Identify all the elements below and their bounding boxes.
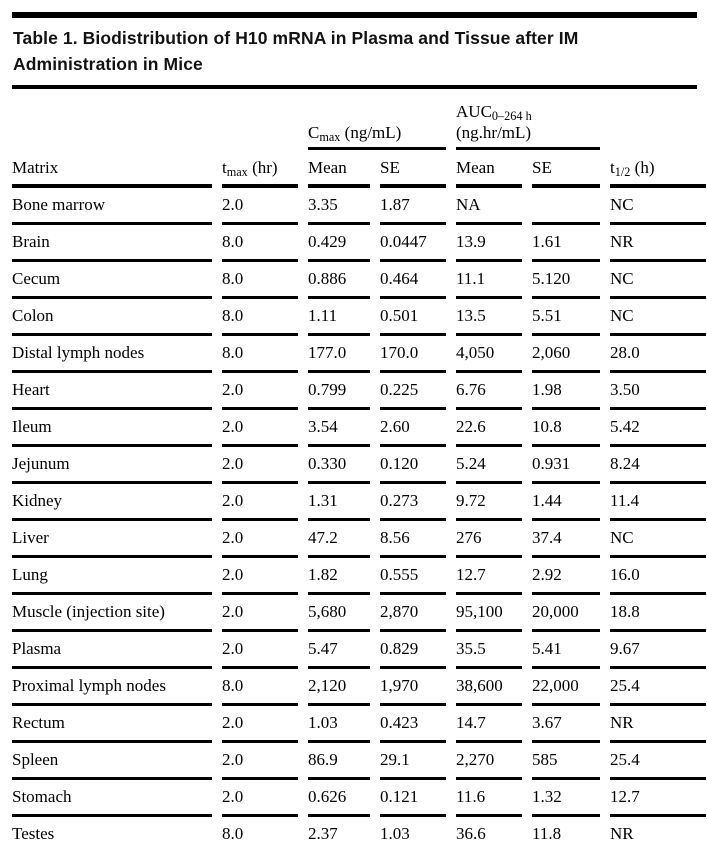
table-row [12, 632, 706, 669]
cell-cmax-mean: 177.0 [308, 336, 370, 373]
col-group-auc [456, 89, 600, 150]
group-header-row [12, 89, 706, 150]
col-header-tmax [222, 150, 298, 188]
cell-tmax-hr: 8.0 [222, 824, 244, 843]
col-header-thalf [610, 150, 706, 188]
cell-matrix: Plasma [12, 632, 212, 669]
cell-t-half: 9.67 [610, 632, 706, 669]
cell-t-half: NR [610, 225, 706, 262]
col-header-cmax-se: SE [380, 150, 446, 188]
cell-t-half: 12.7 [610, 780, 706, 817]
table-row [12, 373, 706, 410]
cell-tmax-hr: 8.0 [222, 225, 298, 262]
cell-t-half: 5.42 [610, 410, 706, 447]
cell-matrix: Proximal lymph nodes [12, 669, 212, 706]
cell-t-half: 16.0 [610, 558, 706, 595]
cell-cmax-mean: 0.330 [308, 447, 370, 484]
group-header-spacer-tmax [222, 89, 298, 150]
tmax-units: (hr) [247, 158, 278, 177]
auc-group-subscript: 0–264 h [491, 109, 532, 124]
cell-auc-mean: 36.6 [456, 824, 486, 843]
cell-cmax-se: 0.555 [380, 558, 446, 595]
cell-auc-mean: 9.72 [456, 484, 522, 521]
cell-auc-se: 1.44 [532, 484, 600, 521]
cell-matrix: Testes [12, 824, 55, 843]
cell-cmax-se: 0.829 [380, 632, 446, 669]
tmax-subscript: max [226, 165, 248, 180]
cell-cmax-mean: 1.82 [308, 558, 370, 595]
cmax-group-units: (ng/mL) [340, 123, 402, 142]
table-row [12, 595, 706, 632]
cell-tmax-hr: 2.0 [222, 780, 298, 817]
cell-auc-se [532, 188, 600, 225]
cell-auc-mean: 35.5 [456, 632, 522, 669]
cell-t-half: NC [610, 521, 706, 558]
cell-t-half: NR [610, 824, 634, 843]
table-row [12, 817, 706, 843]
cell-t-half: 8.24 [610, 447, 706, 484]
table-title-line1: Table 1. Biodistribution of H10 mRNA in Plasma and Tissue after IM [13, 28, 579, 48]
cell-auc-mean: 5.24 [456, 447, 522, 484]
cell-auc-mean: 2,270 [456, 743, 522, 780]
cell-matrix: Rectum [12, 706, 212, 743]
cell-auc-se: 1.98 [532, 373, 600, 410]
cell-t-half: NC [610, 188, 706, 225]
top-rule [12, 12, 697, 18]
cmax-group-subscript: max [319, 130, 341, 145]
table-row [12, 521, 706, 558]
cell-t-half: 11.4 [610, 484, 706, 521]
biodistribution-table [2, 89, 707, 843]
cell-matrix: Liver [12, 521, 212, 558]
cell-t-half: 3.50 [610, 373, 706, 410]
cell-cmax-se: 0.464 [380, 262, 446, 299]
cell-matrix: Lung [12, 558, 212, 595]
cell-auc-mean: 38,600 [456, 669, 522, 706]
cell-matrix: Muscle (injection site) [12, 595, 212, 632]
cell-matrix: Bone marrow [12, 188, 212, 225]
cell-cmax-mean: 3.35 [308, 188, 370, 225]
cell-matrix: Colon [12, 299, 212, 336]
cell-cmax-mean: 3.54 [308, 410, 370, 447]
cell-t-half: 28.0 [610, 336, 706, 373]
cell-auc-se: 10.8 [532, 410, 600, 447]
cell-cmax-mean: 5.47 [308, 632, 370, 669]
cell-tmax-hr: 8.0 [222, 299, 298, 336]
cell-cmax-mean: 47.2 [308, 521, 370, 558]
cell-auc-se: 585 [532, 743, 600, 780]
cell-auc-se: 37.4 [532, 521, 600, 558]
column-header-row [12, 150, 706, 188]
table-row [12, 225, 706, 262]
cell-cmax-se: 2,870 [380, 595, 446, 632]
cell-auc-mean: 13.9 [456, 225, 522, 262]
cell-t-half: NC [610, 299, 706, 336]
cell-auc-se: 5.120 [532, 262, 600, 299]
col-header-auc-se: SE [532, 150, 600, 188]
table-body [12, 188, 706, 843]
cell-cmax-se: 0.0447 [380, 225, 446, 262]
cell-cmax-mean: 0.626 [308, 780, 370, 817]
cell-tmax-hr: 2.0 [222, 595, 298, 632]
cell-cmax-se: 0.501 [380, 299, 446, 336]
cell-auc-mean: 4,050 [456, 336, 522, 373]
cell-tmax-hr: 2.0 [222, 521, 298, 558]
cell-cmax-se: 1.03 [380, 824, 410, 843]
cell-cmax-se: 0.423 [380, 706, 446, 743]
cell-matrix: Cecum [12, 262, 212, 299]
cell-cmax-mean: 0.429 [308, 225, 370, 262]
cell-auc-se: 1.32 [532, 780, 600, 817]
table-title-line2: Administration in Mice [13, 54, 203, 74]
cell-cmax-se: 2.60 [380, 410, 446, 447]
cell-auc-mean: 14.7 [456, 706, 522, 743]
col-group-cmax [308, 89, 446, 150]
group-header-spacer-thalf [610, 89, 706, 150]
cell-auc-se: 0.931 [532, 447, 600, 484]
cell-tmax-hr: 8.0 [222, 669, 298, 706]
cell-cmax-mean: 1.31 [308, 484, 370, 521]
cell-auc-se: 11.8 [532, 824, 562, 843]
cell-tmax-hr: 2.0 [222, 484, 298, 521]
table-row [12, 743, 706, 780]
table-row [12, 669, 706, 706]
cell-cmax-mean: 5,680 [308, 595, 370, 632]
table-title [13, 25, 697, 77]
cell-tmax-hr: 2.0 [222, 410, 298, 447]
cell-auc-mean: 22.6 [456, 410, 522, 447]
cell-cmax-mean: 1.11 [308, 299, 370, 336]
thalf-base: t [610, 158, 615, 177]
table-row [12, 447, 706, 484]
col-header-auc-mean: Mean [456, 150, 522, 188]
thalf-subscript: 1/2 [614, 165, 631, 180]
cell-cmax-se: 1,970 [380, 669, 446, 706]
table-row [12, 706, 706, 743]
tmax-base: t [222, 158, 227, 177]
cell-tmax-hr: 2.0 [222, 743, 298, 780]
auc-group-units: (ng.hr/mL) [456, 123, 532, 142]
cell-matrix: Spleen [12, 743, 212, 780]
cell-auc-se: 2,060 [532, 336, 600, 373]
cell-auc-mean: 95,100 [456, 595, 522, 632]
cell-cmax-mean: 2.37 [308, 824, 338, 843]
table-row [12, 299, 706, 336]
cell-tmax-hr: 2.0 [222, 373, 298, 410]
table-row [12, 188, 706, 225]
cell-cmax-mean: 86.9 [308, 743, 370, 780]
cell-matrix: Kidney [12, 484, 212, 521]
cell-cmax-mean: 2,120 [308, 669, 370, 706]
auc-group-line1 [456, 101, 600, 122]
cell-tmax-hr: 2.0 [222, 706, 298, 743]
cell-cmax-se: 8.56 [380, 521, 446, 558]
cell-t-half: NR [610, 706, 706, 743]
cell-auc-mean: 12.7 [456, 558, 522, 595]
cell-auc-mean: 11.6 [456, 780, 522, 817]
cell-cmax-se: 170.0 [380, 336, 446, 373]
cell-t-half: 18.8 [610, 595, 706, 632]
cell-auc-mean: NA [456, 188, 522, 225]
cell-cmax-mean: 1.03 [308, 706, 370, 743]
cell-t-half: 25.4 [610, 669, 706, 706]
cell-cmax-se: 0.225 [380, 373, 446, 410]
cell-matrix: Jejunum [12, 447, 212, 484]
cell-matrix: Ileum [12, 410, 212, 447]
auc-group-base: AUC [456, 102, 492, 121]
cell-matrix: Distal lymph nodes [12, 336, 212, 373]
cell-auc-se: 20,000 [532, 595, 600, 632]
cell-matrix: Heart [12, 373, 212, 410]
cell-t-half: 25.4 [610, 743, 706, 780]
cell-cmax-se: 1.87 [380, 188, 446, 225]
table-row [12, 484, 706, 521]
cmax-group-base: C [308, 123, 320, 142]
cell-auc-se: 5.51 [532, 299, 600, 336]
cell-auc-mean: 11.1 [456, 262, 522, 299]
cell-tmax-hr: 8.0 [222, 262, 298, 299]
table-row [12, 336, 706, 373]
cell-matrix: Brain [12, 225, 212, 262]
cell-matrix: Stomach [12, 780, 212, 817]
table-row [12, 410, 706, 447]
cell-auc-se: 1.61 [532, 225, 600, 262]
cell-auc-mean: 276 [456, 521, 522, 558]
col-header-matrix: Matrix [12, 150, 212, 188]
cell-auc-se: 22,000 [532, 669, 600, 706]
cell-tmax-hr: 8.0 [222, 336, 298, 373]
cell-auc-se: 2.92 [532, 558, 600, 595]
cell-tmax-hr: 2.0 [222, 447, 298, 484]
table-row [12, 262, 706, 299]
cell-cmax-se: 0.121 [380, 780, 446, 817]
cell-tmax-hr: 2.0 [222, 188, 298, 225]
cell-cmax-se: 0.273 [380, 484, 446, 521]
cell-cmax-mean: 0.799 [308, 373, 370, 410]
cell-cmax-mean: 0.886 [308, 262, 370, 299]
table-row [12, 780, 706, 817]
cell-auc-mean: 6.76 [456, 373, 522, 410]
cell-cmax-se: 0.120 [380, 447, 446, 484]
cell-tmax-hr: 2.0 [222, 558, 298, 595]
col-header-cmax-mean: Mean [308, 150, 370, 188]
cell-auc-mean: 13.5 [456, 299, 522, 336]
cell-cmax-se: 29.1 [380, 743, 446, 780]
thalf-units: (h) [630, 158, 655, 177]
cell-t-half: NC [610, 262, 706, 299]
table-row [12, 558, 706, 595]
group-header-spacer-matrix [12, 89, 212, 150]
cell-auc-se: 5.41 [532, 632, 600, 669]
cell-auc-se: 3.67 [532, 706, 600, 743]
cell-tmax-hr: 2.0 [222, 632, 298, 669]
